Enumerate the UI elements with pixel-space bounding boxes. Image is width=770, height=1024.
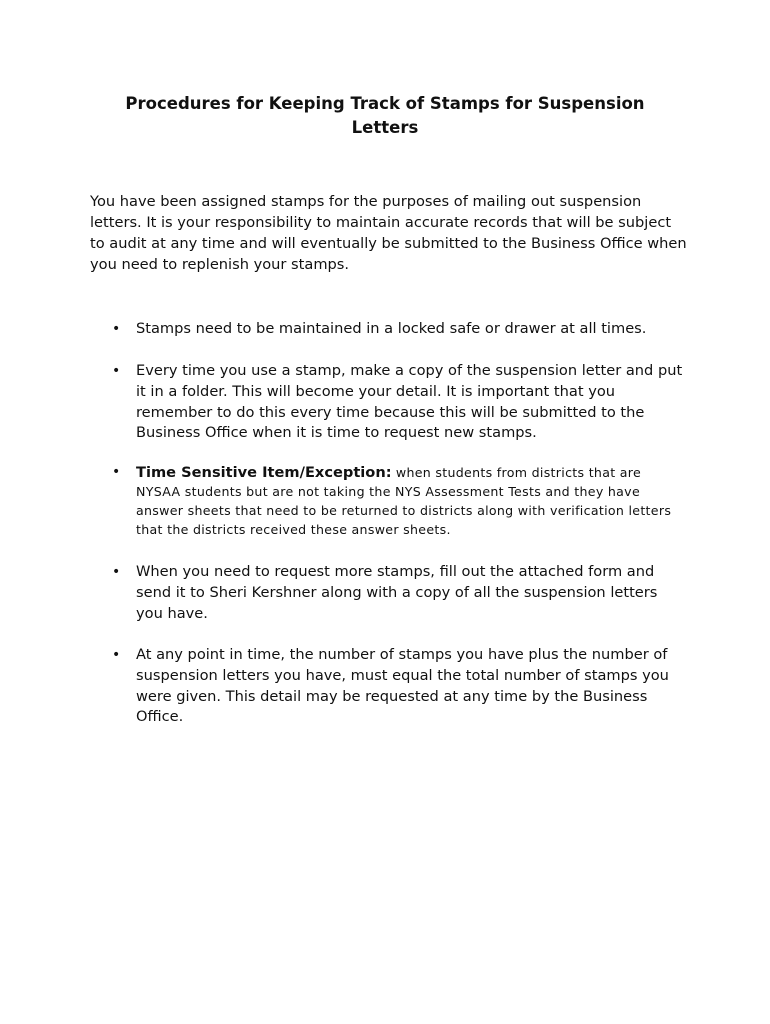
procedure-text: When you need to request more stamps, fill out the attached form and send it to Sheri Kershner along with a copy of all the suspension letters you have. [136,563,658,622]
procedure-text: At any point in time, the number of stamps you have plus the number of suspension letters you have, must equal the total number of stamps you were given. This detail may be requested at any time by the Business Office. [136,646,669,726]
procedure-item-reconcile [112,645,684,728]
procedure-text: Every time you use a stamp, make a copy of the suspension letter and put it in a folder. This will become your detail. It is important that you remember to do this every time because this will be submitted to the Business Office when it is time to request new stamps. [136,362,683,442]
document-title: Procedures for Keeping Track of Stamps for Suspension Letters [125,94,645,137]
procedure-text: Stamps need to be maintained in a locked safe or drawer at all times. [136,320,647,337]
procedure-text: when students from districts that are NYSAA students but are not taking the NYS Assessment Tests and they have answer sheets that need to be returned to districts along with verification letters that the districts received these answer sheets. [136,465,672,537]
bullet-icon: • [112,321,121,337]
procedure-item-copy-letter [112,361,684,444]
bullet-icon: • [112,363,121,379]
intro-paragraph: You have been assigned stamps for the purposes of mailing out suspension letters. It is your responsibility to maintain accurate records that will be subject to audit at any time and will eventually be submitted to the Business Office when you need to replenish your stamps. [90,193,687,273]
bullet-icon: • [112,464,121,480]
procedure-item-request-stamps [112,562,684,624]
bullet-icon: • [112,564,121,580]
exception-heading: Time Sensitive Item/Exception: [136,464,392,481]
bullet-icon: • [112,647,121,663]
procedure-item-locked-safe [112,319,684,340]
procedure-item-exception [112,463,684,539]
